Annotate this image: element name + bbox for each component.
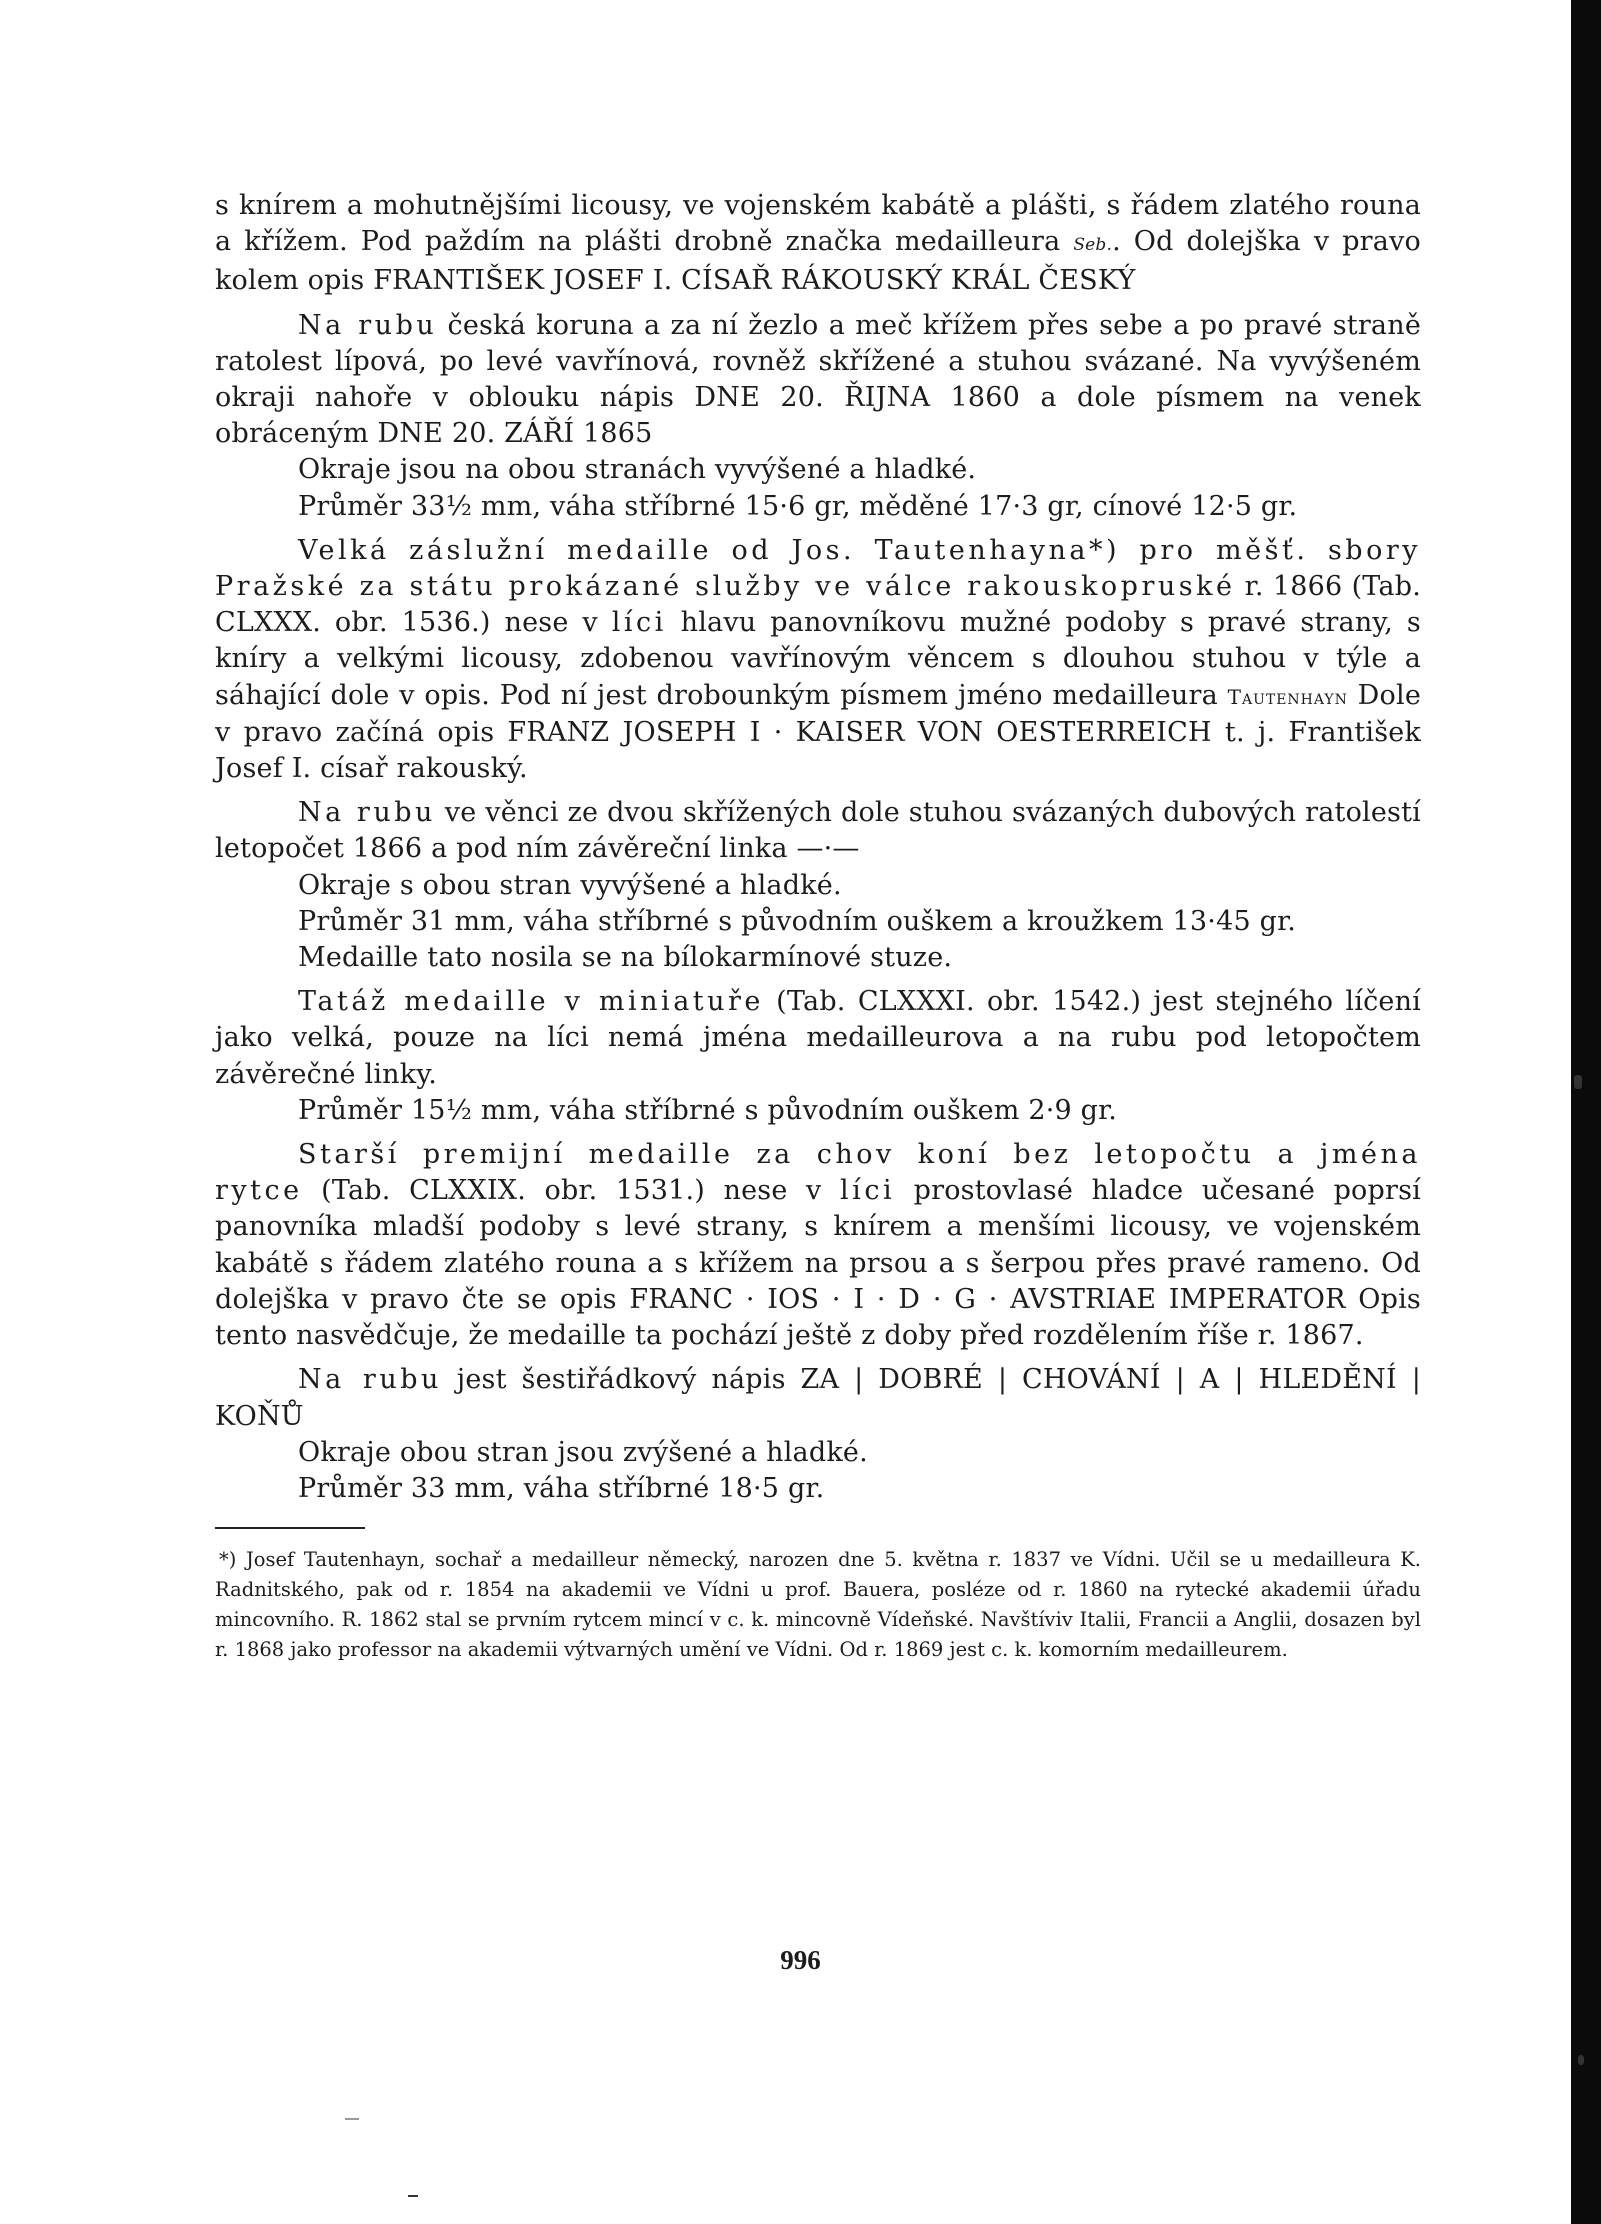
medal-title-3: Starší premijní medaille za chov koní bez letopočtu a jména rytce <box>215 1139 1421 1207</box>
medal-title-2: Tatáž medaille v miniatuře <box>298 986 764 1018</box>
paragraph-8: Průměr 31 mm, váha stříbrné s původním ouškem a kroužkem 13·45 gr. <box>298 905 1297 937</box>
paragraph-13 <box>215 1362 1421 1434</box>
scan-speck <box>345 2118 359 2120</box>
paragraph-12-lici: líci <box>840 1175 896 1207</box>
paragraph-10-text: (Tab. CLXXXI. obr. 1542.) jest stejného líčení jako velká, pouze na líci nemá jména medailleurova a na rubu pod letopočtem závěrečné linky. <box>215 986 1421 1090</box>
scan-speck <box>408 2195 418 2197</box>
paragraph-5 <box>215 533 1421 787</box>
footnote-rule <box>215 1527 365 1529</box>
paragraph-6 <box>215 795 1421 867</box>
paragraph-15: Průměr 33 mm, váha stříbrné 18·5 gr. <box>298 1472 825 1504</box>
paragraph-3: Okraje jsou na obou stranách vyvýšené a hladké. <box>298 454 977 486</box>
paragraph-2 <box>215 308 1421 453</box>
paragraph-5-lici: líci <box>611 607 667 639</box>
footnote: *) Josef Tautenhayn, sochař a medailleur německý, narozen dne 5. května r. 1837 ve Vídni. Učil se u medailleura K. Radnitského, pak od r. 1854 na akademii ve Vídni u prof. Bauera, posléze od r. 1860 na rytecké akademii úřadu mincovního. R. 1862 stal se prvním rytcem mincí v c. k. mincovně Vídeňské. Navštíviv Italii, Francii a Anglii, dosazen byl r. 1868 jako professor na akademii výtvarných umění ve Vídni. Od r. 1869 jest c. k. komorním medailleurem. <box>215 1548 1421 1662</box>
paragraph-1-text: s knírem a mohutnějšími licousy, ve vojenském kabátě a plášti, s řádem zlatého rouna a křížem. Pod paždím na plášti drobně značka medailleura <box>215 190 1421 258</box>
paragraph-12-text-a: (Tab. CLXXIX. obr. 1531.) nese v <box>302 1175 841 1207</box>
paragraph-2-text: česká koruna a za ní žezlo a meč křížem přes sebe a po pravé straně ratolest lípová, po levé vavřínová, rovněž skřížené a stuhou svázané. Na vyvýšeném okraji nahoře v oblouku nápis DNE 20. ŘIJNA 1860 a dole písmem na venek obráceným DNE 20. ZÁŘÍ 1865 <box>215 309 1421 450</box>
paragraph-9: Medaille tato nosila se na bílokarmínové stuze. <box>298 942 953 974</box>
paragraph-13-lead: Na rubu <box>298 1364 442 1396</box>
paragraph-13-text: jest šestiřádkový nápis ZA | DOBRÉ | CHOVÁNÍ | A | HLEDĚNÍ | KOŇŮ <box>215 1364 1422 1432</box>
paragraph-6-text: ve věnci ze dvou skřížených dole stuhou svázaných dubových ratolestí letopočet 1866 a pod ním závěreční linka —·— <box>215 797 1421 865</box>
paragraph-1-end: . Od dolejška v pravo kolem opis FRANTIŠEK JOSEF I. CÍSAŘ RÁKOUSKÝ KRÁL ČESKÝ <box>215 226 1421 297</box>
paragraph-5-text-b: hlavu panovníkovu mužné podoby s pravé strany, s kníry a velkými licousy, zdobenou vavřínovým věncem s dlouhou stuhou v týle a sáhající dole v opis. Pod ní jest drobounkým písmem jméno medailleura <box>215 607 1421 711</box>
paragraph-6-lead: Na rubu <box>298 797 436 829</box>
paragraph-12 <box>215 1137 1421 1354</box>
paragraph-12-end: prostovlasé hladce učesané poprsí panovníka mladší podoby s levé strany, s knírem a menšími licousy, ve vojenském kabátě s řádem zlatého rouna a s křížem na prsou a s šerpou přes pravé rameno. Od dolejška v pravo čte se opis FRANC · IOS · I · D · G · AVSTRIAE IMPERATOR Opis tento nasvědčuje, že medaille ta pochází ještě z doby před rozdělením říše r. 1867. <box>215 1175 1421 1352</box>
paragraph-4: Průměr 33½ mm, váha stříbrné 15·6 gr, měděné 17·3 gr, cínové 12·5 gr. <box>298 490 1298 522</box>
page-body <box>215 188 1421 1665</box>
paragraph-2-lead: Na rubu <box>298 309 438 341</box>
paragraph-7: Okraje s obou stran vyvýšené a hladké. <box>298 869 842 901</box>
paragraph-10 <box>215 984 1421 1093</box>
paragraph-1 <box>215 188 1421 300</box>
page-number: 996 <box>780 1945 821 1975</box>
scan-edge-border <box>1571 0 1601 2224</box>
paragraph-14: Okraje obou stran jsou zvýšené a hladké. <box>298 1436 868 1468</box>
paragraph-5-end: Dole v pravo začíná opis FRANZ JOSEPH I · KAISER VON OESTERREICH t. j. František Josef I. císař rakouský. <box>215 679 1421 785</box>
paragraph-5-text-a: r. 1866 (Tab. CLXXX. obr. 1536.) nese v <box>215 571 1421 639</box>
medallist-name-tautenhayn: Tautenhayn <box>1227 684 1348 709</box>
medallist-signature-mark: Seb. <box>1073 235 1113 256</box>
medal-title-1: Velká záslužní medaille od Jos. Tautenhayna*) pro měšť. sbory Pražské za státu prokázané služby ve válce rakouskopruské <box>215 534 1421 603</box>
paragraph-11: Průměr 15½ mm, váha stříbrné s původním ouškem 2·9 gr. <box>298 1094 1118 1126</box>
scan-speck <box>1574 1075 1582 1089</box>
scan-speck <box>1578 2055 1584 2065</box>
